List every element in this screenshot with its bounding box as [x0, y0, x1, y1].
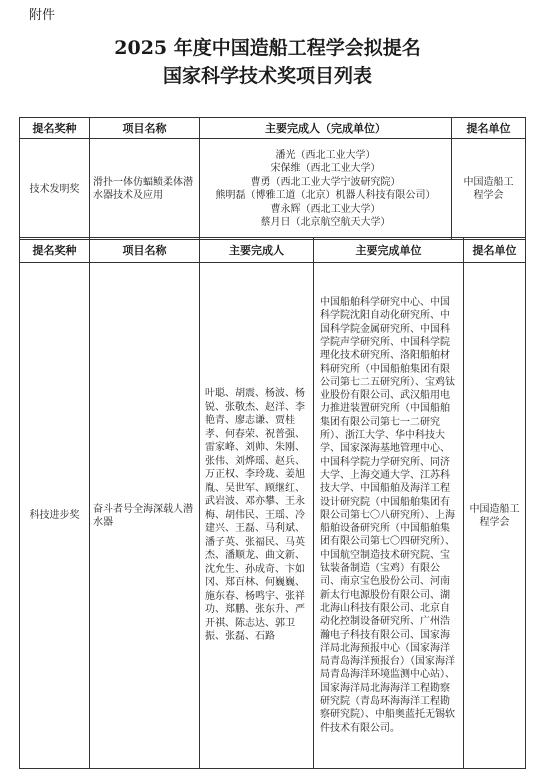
col-project-name: 项目名称 [90, 238, 200, 263]
persons-cell [200, 139, 452, 240]
page-title [0, 34, 535, 90]
project-name-cell: 滑扑一体仿蝠鲼柔体潜水器技术及应用 [90, 139, 200, 240]
person-line: 曹勇（西北工业大学宁波研究院） [250, 176, 401, 188]
attachment-label: 附件 [29, 8, 56, 23]
table-header-row [20, 238, 526, 263]
person-line: 曹永辉（西北工业大学） [270, 203, 381, 215]
project-name-cell: 奋斗者号全海深载人潜水器 [90, 263, 200, 769]
table-row [20, 263, 526, 769]
title-line-1: 2025 年度中国造船工程学会拟提名 [114, 37, 421, 59]
col-main-units: 主要完成单位 [314, 238, 464, 263]
person-line: 蔡月日（北京航空航天大学） [260, 217, 391, 228]
title-line-2: 国家科学技术奖项目列表 [162, 65, 372, 87]
person-line: 潘光（西北工业大学） [275, 149, 376, 161]
col-award-type: 提名奖种 [20, 118, 90, 139]
table-row [20, 139, 526, 240]
col-award-type: 提名奖种 [20, 238, 90, 263]
table-header-row [20, 118, 526, 139]
col-main-persons-units: 主要完成人（完成单位） [200, 118, 452, 139]
col-project-name: 项目名称 [90, 118, 200, 139]
persons-cell: 叶聪、胡震、杨波、杨锐、张敬杰、赵洋、李艳青、廖志谦、贾桂孝、何春荣、祝普强、雷家峰、刘帅、朱刚、张伟、刘烨瑶、赵兵、万正权、李玲珑、姜旭胤、吴世军、顾继红、武岩波、邓亦攀、王永梅、胡伟民、王瑶、冷建兴、王磊、马利斌、潘子英、张福民、马英杰、潘顺龙、曲文新、沈允生、孙成奇、卞如冈、郑百林、何巍巍、施东春、杨鸣宇、张祥功、郑鹏、张东升、严开祺、陈志达、郭卫振、张磊、石路 [200, 263, 314, 769]
institutions-cell: 中国船舶科学研究中心、中国科学院沈阳自动化研究所、中国科学院金属研究所、中国科学院声学研究所、中国科学院理化技术研究所、洛阳船舶材料研究所（中国船舶集团有限公司第七二五研究所）、宝鸡钛业股份有限公司、武汉船用电力推进装置研究所（中国船舶集团有限公司第七一二研究所）、浙江大学、华中科技大学、国家深海基地管理中心、中国科学院力学研究所、同济大学、上海交通大学、江苏科技大学、中国船舶及海洋工程设计研究院（中国船舶集团有限公司第七〇八研究所）、上海船舶设备研究所（中国船舶集团有限公司第七〇四研究所）、中国航空制造技术研究院、宝钛装备制造（宝鸡）有限公司、南京宝色股份公司、河南新太行电源股份有限公司、湖北海山科技有限公司、北京自动化控制设备研究所、广州浩瀚电子科技有限公司、国家海洋局北海预报中心（国家海洋局青岛海洋预报台）（国家海洋局青岛海洋环境监测中心站）、国家海洋局北海海洋工程勘察研究院（青岛环海海洋工程勘察研究院）、中船奥蓝托无锡软件技术有限公司。 [314, 263, 464, 769]
nominator-cell: 中国造船工程学会 [464, 263, 526, 769]
technology-invention-table [19, 117, 526, 240]
col-main-persons: 主要完成人 [200, 238, 314, 263]
col-nominator: 提名单位 [464, 238, 526, 263]
sci-tech-progress-table [19, 237, 526, 769]
col-nominator: 提名单位 [452, 118, 526, 139]
award-type-cell: 技术发明奖 [20, 139, 90, 240]
person-line: 熊明磊（博雅工道（北京）机器人科技有限公司） [215, 190, 436, 201]
nominator-cell: 中国造船工程学会 [452, 139, 526, 240]
award-type-cell: 科技进步奖 [20, 263, 90, 769]
person-line: 宋保维（西北工业大学） [270, 163, 381, 174]
